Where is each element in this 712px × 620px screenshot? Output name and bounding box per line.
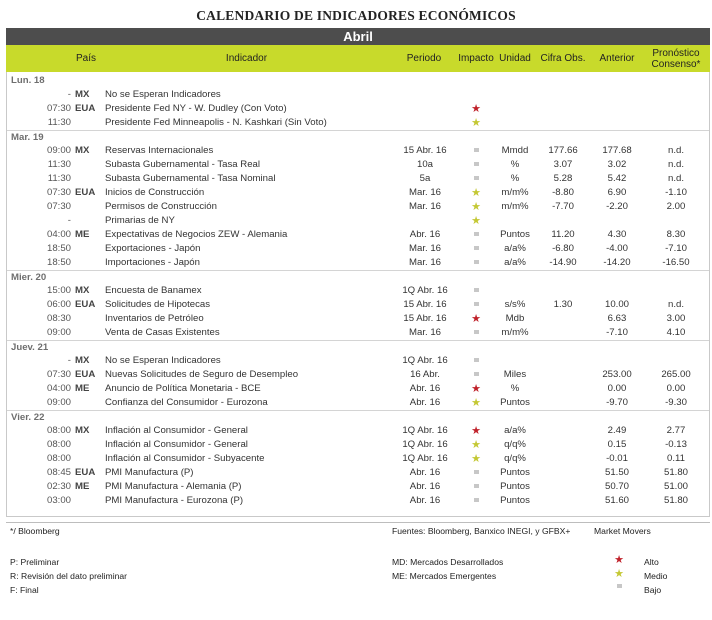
header-pronostico: Pronóstico Consenso* [651, 47, 701, 70]
time-cell: 11:30 [47, 173, 71, 184]
country-cell: EUA [75, 369, 96, 380]
previous-cell: 4.30 [607, 229, 627, 240]
impact-cell [459, 382, 493, 396]
day-label: Mar. 19 [11, 132, 44, 143]
forecast-cell: 51.80 [663, 495, 688, 506]
country-cell: EUA [75, 103, 96, 114]
legend-revision: R: Revisión del dato preliminar [10, 571, 128, 581]
forecast-cell: 0.11 [667, 453, 685, 464]
impact-cell [459, 480, 493, 494]
unit-cell: a/a% [504, 243, 526, 254]
time-cell: - [67, 89, 71, 100]
indicator-cell: Presidente Fed Minneapolis - N. Kashkari (Sin Voto) [105, 117, 327, 128]
forecast-cell: 265.00 [661, 369, 691, 380]
table-row [7, 368, 709, 382]
time-cell: 11:30 [47, 159, 71, 170]
previous-cell: -14.20 [603, 257, 631, 268]
previous-cell: 10.00 [604, 299, 629, 310]
time-cell: 11:30 [47, 117, 71, 128]
unit-cell: % [510, 383, 520, 394]
period-cell: Abr. 16 [409, 229, 441, 240]
impact-cell [459, 354, 493, 368]
table-row [7, 326, 709, 340]
day-label: Juev. 21 [11, 342, 49, 353]
indicator-cell: PMI Manufactura (P) [105, 467, 194, 478]
star-yellow-icon: ★ [471, 397, 481, 409]
day-header [7, 410, 709, 425]
time-cell: 08:45 [46, 467, 71, 478]
header-cifra: Cifra Obs. [540, 53, 586, 64]
period-cell: Mar. 16 [409, 327, 441, 338]
observed-cell: 177.66 [548, 145, 578, 156]
country-cell: MX [75, 89, 90, 100]
unit-cell: m/m% [501, 201, 529, 212]
indicator-cell: Inicios de Construcción [105, 187, 205, 198]
header-anterior: Anterior [599, 53, 635, 64]
header-unidad: Unidad [499, 53, 531, 64]
period-cell: Abr. 16 [409, 467, 441, 478]
observed-cell: 1.30 [553, 299, 573, 310]
indicator-cell: Inventarios de Petróleo [105, 313, 204, 324]
forecast-cell: 0.00 [666, 383, 686, 394]
period-cell: 15 Abr. 16 [403, 299, 447, 310]
star-yellow-icon: ★ [471, 187, 481, 199]
square-gray-icon [474, 498, 479, 502]
period-cell: 15 Abr. 16 [403, 313, 447, 324]
square-gray-icon [474, 302, 479, 306]
impact-cell [459, 494, 493, 508]
sources-text: Fuentes: Bloomberg, Banxico INEGI, y GFBX+ [392, 526, 571, 536]
indicator-cell: Nuevas Solicitudes de Seguro de Desempleo [105, 369, 299, 380]
indicator-cell: Subasta Gubernamental - Tasa Real [105, 159, 261, 170]
previous-cell: 6.63 [607, 313, 627, 324]
legend-bajo: Bajo [644, 585, 662, 595]
country-cell: MX [75, 145, 90, 156]
forecast-cell: -16.50 [662, 257, 690, 268]
period-cell: 1Q Abr. 16 [402, 285, 448, 296]
table-row [7, 298, 709, 312]
star-red-icon: ★ [471, 103, 481, 115]
table-row [7, 424, 709, 438]
impact-cell [459, 326, 493, 340]
observed-cell: -14.90 [549, 257, 577, 268]
table-row [7, 354, 709, 368]
previous-cell: -2.20 [606, 201, 628, 212]
footer-divider [6, 522, 710, 523]
impact-cell [459, 214, 493, 228]
indicator-cell: Inflación al Consumidor - Subyacente [105, 453, 265, 464]
square-gray-icon [474, 288, 479, 292]
previous-cell: 2.49 [607, 425, 627, 436]
previous-cell: -7.10 [606, 327, 628, 338]
impact-cell [459, 466, 493, 480]
indicator-cell: Permisos de Construcción [105, 201, 217, 212]
impact-cell [459, 256, 493, 270]
table-header [6, 45, 710, 72]
table-row [7, 438, 709, 452]
period-cell: Mar. 16 [409, 201, 441, 212]
table-row [7, 158, 709, 172]
observed-cell: 11.20 [551, 229, 575, 240]
period-cell: 1Q Abr. 16 [402, 453, 448, 464]
star-yellow-icon: ★ [471, 201, 481, 213]
period-cell: Mar. 16 [409, 187, 441, 198]
observed-cell: -7.70 [552, 201, 574, 212]
previous-cell: 253.00 [602, 369, 632, 380]
star-red-icon: ★ [471, 313, 481, 325]
previous-cell: 0.15 [607, 439, 627, 450]
previous-cell: -4.00 [606, 243, 628, 254]
day-label: Lun. 18 [11, 75, 45, 86]
impact-cell [459, 144, 493, 158]
previous-cell: 51.50 [604, 467, 629, 478]
country-cell: ME [75, 383, 90, 394]
table-row [7, 284, 709, 298]
forecast-cell: -0.13 [665, 439, 687, 450]
table-row [7, 312, 709, 326]
indicator-cell: PMI Manufactura - Eurozona (P) [105, 495, 244, 506]
time-cell: 04:00 [46, 229, 71, 240]
period-cell: Abr. 16 [409, 383, 441, 394]
square-gray-icon [474, 372, 479, 376]
impact-cell [459, 228, 493, 242]
unit-cell: Mmdd [501, 145, 529, 156]
unit-cell: a/a% [504, 425, 526, 436]
period-cell: Mar. 16 [409, 257, 441, 268]
time-cell: 09:00 [46, 327, 71, 338]
observed-cell: 3.07 [553, 159, 573, 170]
day-label: Vier. 22 [11, 412, 45, 423]
source-note: */ Bloomberg [10, 526, 60, 536]
unit-cell: Puntos [500, 481, 530, 492]
legend-preliminar: P: Preliminar [10, 557, 60, 567]
indicator-cell: Encuesta de Banamex [105, 285, 202, 296]
unit-cell: q/q% [504, 453, 526, 464]
day-header [7, 270, 709, 285]
period-cell: 15 Abr. 16 [403, 145, 447, 156]
period-cell: 1Q Abr. 16 [402, 355, 448, 366]
square-gray-icon [474, 246, 479, 250]
indicator-cell: Venta de Casas Existentes [105, 327, 220, 338]
previous-cell: 51.60 [604, 495, 629, 506]
impact-cell [459, 298, 493, 312]
impact-cell [459, 186, 493, 200]
impact-cell [459, 158, 493, 172]
time-cell: 09:00 [46, 397, 71, 408]
star-yellow-icon: ★ [471, 117, 481, 129]
square-gray-icon [474, 162, 479, 166]
time-cell: 07:30 [46, 103, 71, 114]
previous-cell: 0.00 [607, 383, 627, 394]
impact-cell [459, 438, 493, 452]
table-row [7, 382, 709, 396]
impact-cell [459, 452, 493, 466]
period-cell: Abr. 16 [409, 397, 441, 408]
previous-cell: 6.90 [607, 187, 627, 198]
time-cell: 02:30 [46, 481, 71, 492]
observed-cell: -6.80 [552, 243, 574, 254]
day-header [7, 340, 709, 355]
previous-cell: 5.42 [607, 173, 627, 184]
table-row [7, 466, 709, 480]
period-cell: Mar. 16 [409, 243, 441, 254]
day-header [7, 74, 709, 88]
forecast-cell: 51.80 [663, 467, 688, 478]
impact-cell [459, 172, 493, 186]
period-cell: 10a [416, 159, 433, 170]
unit-cell: Puntos [500, 397, 530, 408]
previous-cell: 50.70 [604, 481, 629, 492]
impact-cell [459, 242, 493, 256]
forecast-cell: n.d. [667, 299, 684, 310]
day-label: Mier. 20 [11, 272, 47, 283]
time-cell: 08:00 [46, 453, 71, 464]
unit-cell: m/m% [501, 327, 529, 338]
country-cell: MX [75, 355, 90, 366]
previous-cell: 3.02 [607, 159, 627, 170]
forecast-cell: -9.30 [665, 397, 687, 408]
unit-cell: a/a% [504, 257, 526, 268]
table-row [7, 452, 709, 466]
table-row [7, 200, 709, 214]
legend-alto: Alto [644, 557, 659, 567]
forecast-cell: -7.10 [665, 243, 687, 254]
star-yellow-icon: ★ [471, 215, 481, 227]
country-cell: EUA [75, 467, 96, 478]
country-cell: ME [75, 229, 90, 240]
header-indicador: Indicador [225, 53, 268, 64]
legend-me: ME: Mercados Emergentes [392, 571, 497, 581]
time-cell: 03:00 [46, 495, 71, 506]
unit-cell: Puntos [500, 229, 530, 240]
legend-md: MD: Mercados Desarrollados [392, 557, 504, 567]
impact-cell [459, 396, 493, 410]
square-gray-icon [474, 358, 479, 362]
observed-cell: -8.80 [552, 187, 574, 198]
forecast-cell: 4.10 [666, 327, 686, 338]
time-cell: 18:50 [46, 257, 71, 268]
header-periodo: Periodo [406, 53, 442, 64]
impact-cell [459, 116, 493, 130]
star-yellow-icon: ★ [614, 568, 624, 580]
indicator-cell: Solicitudes de Hipotecas [105, 299, 211, 310]
indicator-cell: Expectativas de Negocios ZEW - Alemania [105, 229, 288, 240]
unit-cell: s/s% [504, 299, 526, 310]
indicator-cell: Exportaciones - Japón [105, 243, 201, 254]
unit-cell: % [510, 159, 520, 170]
time-cell: 04:00 [46, 383, 71, 394]
legend-final: F: Final [10, 585, 39, 595]
time-cell: 15:00 [46, 285, 71, 296]
period-cell: 5a [419, 173, 431, 184]
forecast-cell: 3.00 [666, 313, 686, 324]
star-yellow-icon: ★ [471, 439, 481, 451]
forecast-cell: -1.10 [665, 187, 687, 198]
page-title: CALENDARIO DE INDICADORES ECONÓMICOS [196, 8, 516, 23]
time-cell: 07:30 [46, 187, 71, 198]
country-cell: EUA [75, 187, 96, 198]
day-header [7, 130, 709, 145]
indicator-cell: Reservas Internacionales [105, 145, 214, 156]
square-gray-icon [474, 232, 479, 236]
time-cell: 08:00 [46, 425, 71, 436]
table-row [7, 214, 709, 228]
month-bar: Abril [6, 28, 710, 45]
table-row [7, 172, 709, 186]
time-cell: 18:50 [46, 243, 71, 254]
square-gray-icon [474, 176, 479, 180]
indicator-cell: Anuncio de Política Monetaria - BCE [105, 383, 261, 394]
unit-cell: Puntos [500, 467, 530, 478]
previous-cell: 177.68 [602, 145, 632, 156]
time-cell: 06:00 [46, 299, 71, 310]
impact-cell [459, 424, 493, 438]
table-row [7, 144, 709, 158]
indicator-cell: Importaciones - Japón [105, 257, 200, 268]
indicator-cell: Presidente Fed NY - W. Dudley (Con Voto) [105, 103, 287, 114]
unit-cell: % [510, 173, 520, 184]
time-cell: - [67, 355, 71, 366]
square-gray-icon [474, 470, 479, 474]
table-row [7, 494, 709, 508]
square-gray-icon [474, 260, 479, 264]
impact-cell [459, 284, 493, 298]
time-cell: 07:30 [46, 201, 71, 212]
header-impacto: Impacto [458, 53, 494, 64]
period-cell: Abr. 16 [409, 495, 441, 506]
star-yellow-icon: ★ [471, 453, 481, 465]
square-gray-icon [474, 148, 479, 152]
country-cell: EUA [75, 299, 96, 310]
country-cell: ME [75, 481, 90, 492]
unit-cell: m/m% [501, 187, 529, 198]
table-row [7, 480, 709, 494]
square-gray-icon [474, 484, 479, 488]
unit-cell: q/q% [504, 439, 526, 450]
impact-cell [459, 368, 493, 382]
table-row [7, 228, 709, 242]
indicators-table [6, 72, 710, 517]
forecast-cell: n.d. [667, 173, 684, 184]
unit-cell: Mdb [505, 313, 525, 324]
indicator-cell: No se Esperan Indicadores [105, 355, 221, 366]
unit-cell: Miles [503, 369, 527, 380]
observed-cell: 5.28 [553, 173, 573, 184]
unit-cell: Puntos [500, 495, 530, 506]
impact-cell [459, 102, 493, 116]
forecast-cell: 2.77 [666, 425, 686, 436]
time-cell: 09:00 [46, 145, 71, 156]
table-row [7, 186, 709, 200]
period-cell: 1Q Abr. 16 [402, 425, 448, 436]
legend-medio: Medio [644, 571, 668, 581]
indicator-cell: Inflación al Consumidor - General [105, 439, 248, 450]
market-movers-label: Market Movers [594, 526, 651, 536]
period-cell: Abr. 16 [409, 481, 441, 492]
country-cell: MX [75, 285, 90, 296]
star-red-icon: ★ [614, 554, 624, 566]
indicator-cell: Subasta Gubernamental - Tasa Nominal [105, 173, 276, 184]
impact-cell [459, 200, 493, 214]
forecast-cell: n.d. [667, 145, 684, 156]
time-cell: 08:30 [46, 313, 71, 324]
previous-cell: -0.01 [606, 453, 628, 464]
table-row [7, 256, 709, 270]
forecast-cell: 8.30 [666, 229, 686, 240]
indicator-cell: Primarias de NY [105, 215, 175, 226]
forecast-cell: 51.00 [663, 481, 688, 492]
impact-cell [459, 312, 493, 326]
previous-cell: -9.70 [606, 397, 628, 408]
time-cell: - [67, 215, 71, 226]
time-cell: 07:30 [46, 369, 71, 380]
table-row [7, 242, 709, 256]
table-row [7, 396, 709, 410]
star-red-icon: ★ [471, 425, 481, 437]
table-row [7, 102, 709, 116]
indicator-cell: Confianza del Consumidor - Eurozona [105, 397, 268, 408]
time-cell: 08:00 [46, 439, 71, 450]
period-cell: 1Q Abr. 16 [402, 439, 448, 450]
indicator-cell: No se Esperan Indicadores [105, 89, 221, 100]
country-cell: MX [75, 425, 90, 436]
indicator-cell: Inflación al Consumidor - General [105, 425, 248, 436]
period-cell: 16 Abr. [410, 369, 440, 380]
header-pais: País [75, 53, 96, 64]
indicator-cell: PMI Manufactura - Alemania (P) [105, 481, 242, 492]
star-red-icon: ★ [471, 383, 481, 395]
square-gray-icon [474, 330, 479, 334]
forecast-cell: 2.00 [666, 201, 686, 212]
table-row [7, 116, 709, 130]
table-row [7, 88, 709, 102]
square-gray-icon [612, 581, 626, 593]
forecast-cell: n.d. [667, 159, 684, 170]
